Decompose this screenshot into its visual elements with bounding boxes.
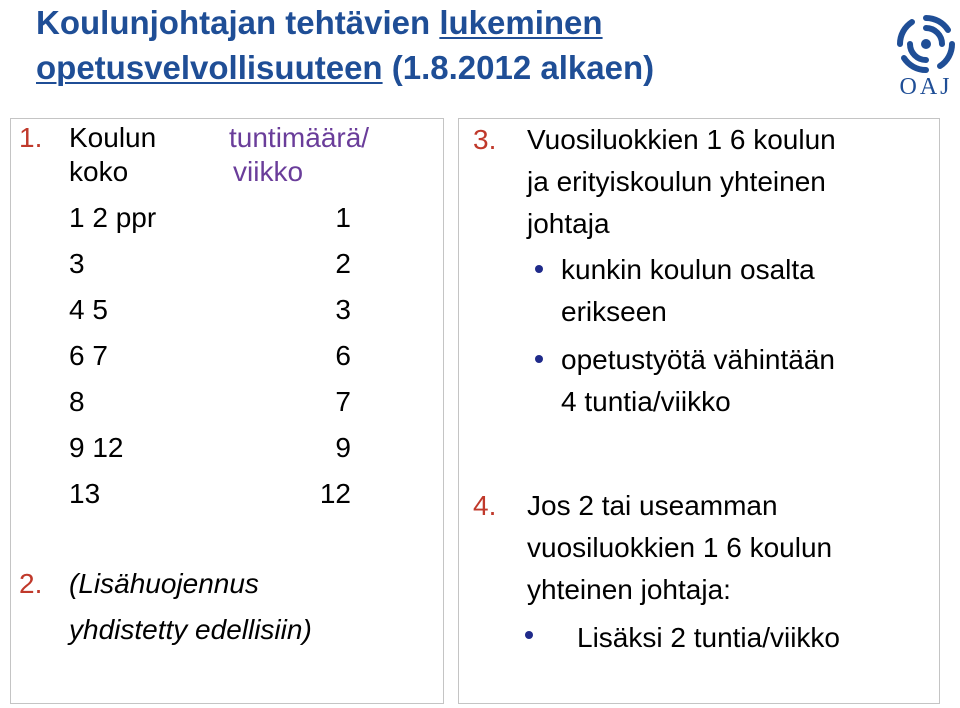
title-line2-underlined: opetusvelvollisuuteen — [36, 49, 383, 86]
row-hours: 2 — [335, 248, 351, 279]
row-size: 1 2 ppr — [69, 202, 157, 233]
item-3-line: ja erityiskoulun yhteinen — [527, 166, 826, 197]
title-line1-start: Koulunjohtajan tehtävien — [36, 4, 440, 41]
row-hours: 6 — [335, 340, 351, 371]
item-4-number: 4. — [473, 490, 497, 521]
item-4-line: Jos 2 tai useamman — [527, 490, 778, 521]
bullet-icon — [535, 355, 543, 363]
logo-text: OAJ — [899, 74, 953, 100]
item-3-line: johtaja — [527, 208, 610, 239]
header-hours-line2: viikko — [233, 156, 304, 187]
item-4-line: vuosiluokkien 1 6 koulun — [527, 532, 833, 563]
row-size: 4 5 — [69, 294, 108, 325]
item-2-line2: yhdistetty edellisiin) — [69, 614, 312, 645]
left-panel — [10, 118, 444, 704]
row-size: 3 — [69, 248, 85, 279]
header-school-size-line1: Koulun — [69, 122, 157, 153]
item-2-line1: (Lisähuojennus — [69, 568, 259, 599]
item-3-bullet-2-line2: 4 tuntia/viikko — [561, 386, 731, 417]
row-size: 6 7 — [69, 340, 108, 371]
title-line2-end: (1.8.2012 alkaen) — [382, 49, 655, 86]
item-3-bullet-2-line1: opetustyötä vähintään — [561, 344, 835, 375]
row-hours: 12 — [319, 478, 351, 509]
row-size: 13 — [69, 478, 101, 509]
item-3-number: 3. — [473, 124, 497, 155]
row-hours: 1 — [335, 202, 351, 233]
item-3-bullet-1-line1: kunkin koulun osalta — [561, 254, 815, 285]
item-4-bullet-1: Lisäksi 2 tuntia/viikko — [577, 622, 841, 653]
row-hours: 3 — [335, 294, 351, 325]
item-2-number: 2. — [19, 568, 43, 599]
item-3-line: Vuosiluokkien 1 6 koulun — [527, 124, 836, 155]
row-hours: 7 — [335, 386, 351, 417]
slide-title — [36, 0, 654, 90]
row-size: 9 12 — [69, 432, 124, 463]
row-hours: 9 — [335, 432, 351, 463]
item-3-bullet-1-line2: erikseen — [561, 296, 667, 327]
oaj-logo — [896, 14, 956, 104]
item-1-number: 1. — [19, 122, 43, 153]
title-line1-underlined: lukeminen — [439, 4, 603, 41]
bullet-icon — [535, 265, 543, 273]
row-size: 8 — [69, 386, 85, 417]
right-panel — [458, 118, 940, 704]
header-school-size-line2: koko — [69, 156, 129, 187]
item-4-line: yhteinen johtaja: — [527, 574, 731, 605]
bullet-icon — [525, 631, 533, 639]
header-hours-line1: tuntimäärä/ — [229, 122, 370, 153]
oaj-emblem-icon — [896, 14, 956, 74]
